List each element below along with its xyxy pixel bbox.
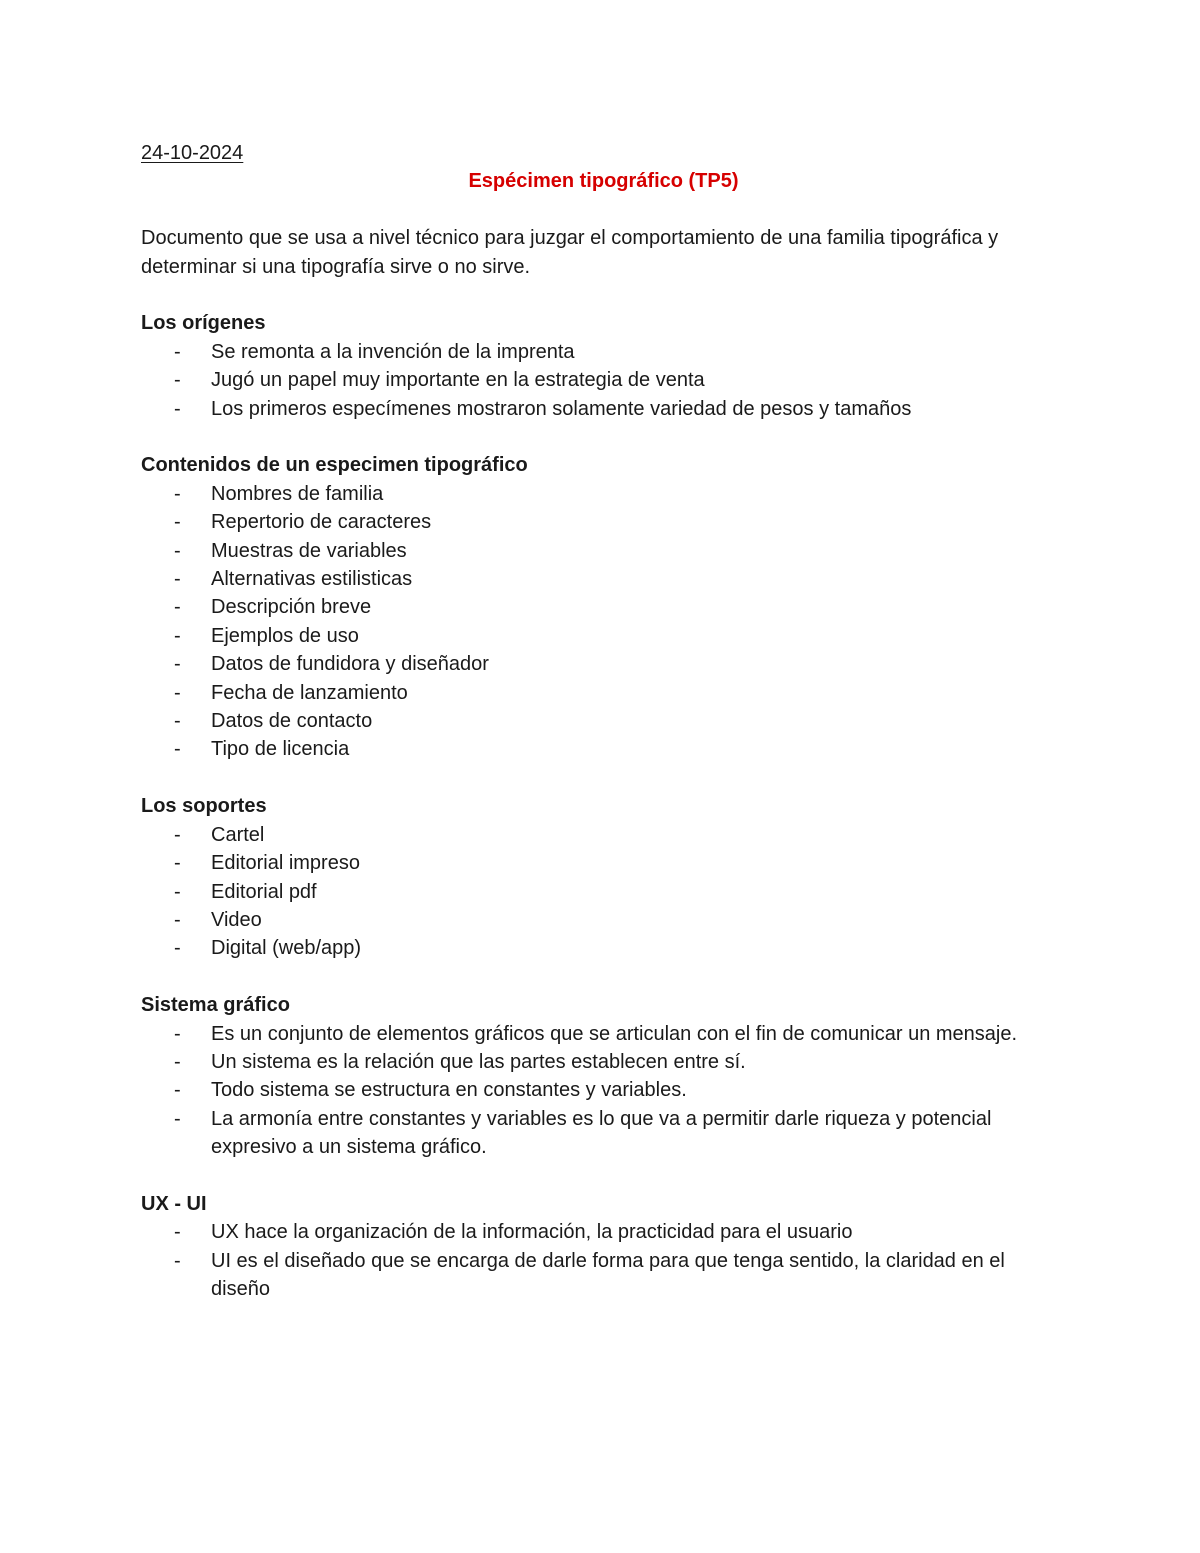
section (141, 451, 1066, 763)
section-heading: UX - UI (141, 1192, 207, 1215)
list-item (141, 366, 1066, 394)
dash-bullet-icon: - (174, 1221, 181, 1244)
bullet-list (141, 1218, 1066, 1303)
dash-bullet-icon: - (174, 511, 181, 534)
list-item (141, 849, 1066, 877)
list-item (141, 1076, 1066, 1104)
dash-bullet-icon: - (174, 539, 181, 562)
list-item (141, 565, 1066, 593)
list-item (141, 395, 1066, 423)
document-date: 24-10-2024 (141, 142, 244, 164)
dash-bullet-icon: - (174, 823, 181, 846)
list-item (141, 622, 1066, 650)
list-item-text: Cartel (211, 823, 265, 846)
list-item-text: Editorial impreso (211, 852, 360, 875)
bullet-list (141, 338, 1066, 423)
list-item-text: La armonía entre constantes y variables es lo que va a permitir darle riqueza y potencial expresivo a un sistema gráfico. (211, 1107, 992, 1159)
list-item-text: Nombres de familia (211, 482, 384, 505)
list-item-text: Editorial pdf (211, 880, 317, 903)
section-heading: Los soportes (141, 795, 267, 818)
list-item-text: Jugó un papel muy importante en la estrategia de venta (211, 369, 705, 392)
list-item (141, 906, 1066, 934)
section-heading: Sistema gráfico (141, 994, 290, 1017)
dash-bullet-icon: - (174, 1022, 181, 1045)
list-item (141, 537, 1066, 565)
list-item (141, 878, 1066, 906)
document-page (141, 139, 1066, 1304)
section-heading: Contenidos de un especimen tipográfico (141, 454, 528, 477)
list-item-text: Ejemplos de uso (211, 624, 359, 647)
dash-bullet-icon: - (174, 681, 181, 704)
dash-bullet-icon: - (174, 482, 181, 505)
list-item (141, 679, 1066, 707)
list-item-text: Datos de contacto (211, 710, 373, 733)
sections-container (141, 309, 1066, 1303)
list-item (141, 338, 1066, 366)
list-item-text: Alternativas estilisticas (211, 568, 413, 591)
dash-bullet-icon: - (174, 738, 181, 761)
list-item-text: Es un conjunto de elementos gráficos que se articulan con el fin de comunicar un mensaje. (211, 1022, 1018, 1045)
section-heading: Los orígenes (141, 312, 266, 335)
section (141, 1190, 1066, 1304)
dash-bullet-icon: - (174, 596, 181, 619)
list-item (141, 735, 1066, 763)
intro-paragraph: Documento que se usa a nivel técnico para juzgar el comportamiento de una familia tipográfica y determinar si una tipografía sirve o no sirve. (141, 227, 999, 278)
list-item (141, 1020, 1066, 1048)
dash-bullet-icon: - (174, 852, 181, 875)
list-item-text: Fecha de lanzamiento (211, 681, 408, 704)
bullet-list (141, 1020, 1066, 1162)
dash-bullet-icon: - (174, 568, 181, 591)
dash-bullet-icon: - (174, 937, 181, 960)
list-item (141, 1048, 1066, 1076)
bullet-list (141, 821, 1066, 963)
list-item-text: Muestras de variables (211, 539, 407, 562)
section (141, 792, 1066, 962)
dash-bullet-icon: - (174, 1107, 181, 1130)
list-item (141, 593, 1066, 621)
list-item-text: Datos de fundidora y diseñador (211, 653, 489, 676)
list-item (141, 1247, 1066, 1304)
list-item (141, 650, 1066, 678)
list-item-text: Un sistema es la relación que las partes establecen entre sí. (211, 1050, 746, 1073)
dash-bullet-icon: - (174, 369, 181, 392)
list-item-text: UI es el diseñado que se encarga de darle forma para que tenga sentido, la claridad en el diseño (211, 1249, 1005, 1301)
dash-bullet-icon: - (174, 340, 181, 363)
bullet-list (141, 480, 1066, 764)
list-item-text: Digital (web/app) (211, 937, 362, 960)
list-item (141, 821, 1066, 849)
list-item-text: Repertorio de caracteres (211, 511, 432, 534)
document-title: Espécimen tipográfico (TP5) (468, 170, 739, 193)
section (141, 991, 1066, 1161)
list-item (141, 934, 1066, 962)
list-item-text: Se remonta a la invención de la imprenta (211, 340, 575, 363)
list-item (141, 508, 1066, 536)
list-item-text: Descripción breve (211, 596, 372, 619)
list-item-text: UX hace la organización de la información, la practicidad para el usuario (211, 1221, 853, 1244)
list-item-text: Los primeros especímenes mostraron solamente variedad de pesos y tamaños (211, 397, 912, 420)
list-item (141, 707, 1066, 735)
list-item (141, 1218, 1066, 1246)
dash-bullet-icon: - (174, 880, 181, 903)
section (141, 309, 1066, 423)
dash-bullet-icon: - (174, 653, 181, 676)
dash-bullet-icon: - (174, 908, 181, 931)
dash-bullet-icon: - (174, 1249, 181, 1272)
list-item (141, 480, 1066, 508)
dash-bullet-icon: - (174, 397, 181, 420)
dash-bullet-icon: - (174, 1050, 181, 1073)
list-item-text: Tipo de licencia (211, 738, 350, 761)
dash-bullet-icon: - (174, 710, 181, 733)
list-item-text: Todo sistema se estructura en constantes y variables. (211, 1079, 687, 1102)
list-item (141, 1105, 1066, 1162)
list-item-text: Video (211, 908, 262, 931)
dash-bullet-icon: - (174, 624, 181, 647)
dash-bullet-icon: - (174, 1079, 181, 1102)
